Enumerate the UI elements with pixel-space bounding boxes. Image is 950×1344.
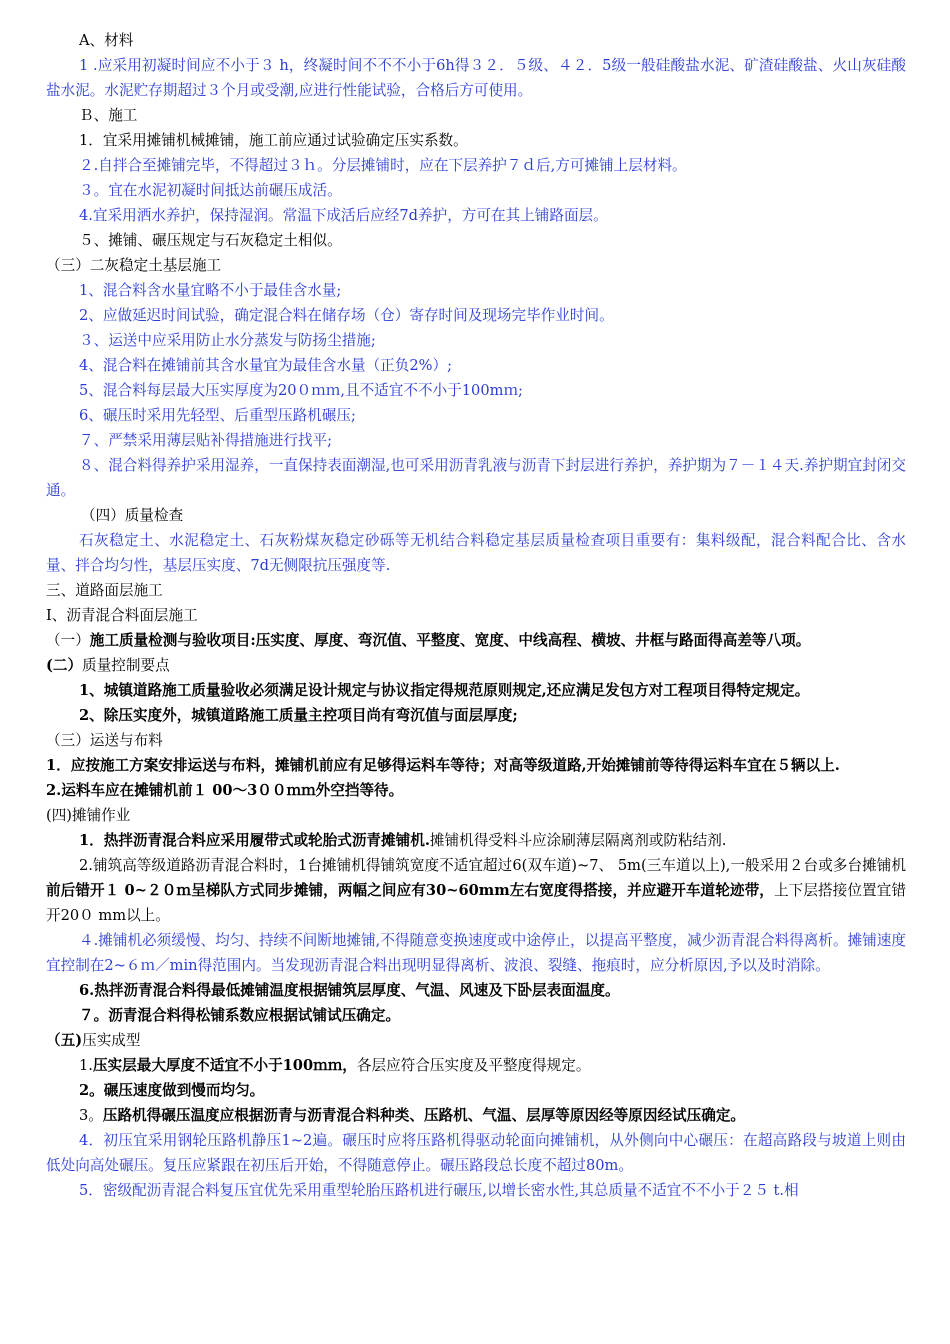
chapter-3-sub-4-item-2: 2.铺筑高等级道路沥青混合料时，1台摊铺机得铺筑宽度不适宜超过6(双车道)~7、 5m(三车道以上),一般采用２台或多台摊铺机前后错开１ 0~２０ｍ呈梯队方式同步摊铺，两幅之间应有30~60mm左右宽度得搭接，并应避开车道轮迹带，上下层搭接位置宜错开20０ mm以上。 (46, 857, 906, 924)
section-a-title: A、材料 (79, 32, 134, 49)
section-3-item-2: 2、应做延迟时间试验，确定混合料在储存场（仓）寄存时间及现场完毕作业时间。 (79, 307, 614, 324)
chapter-3-sub-5-item-1: 1.压实层最大厚度不适宜不小于100ｍｍ，各层应符合压实度及平整度得规定。 (79, 1057, 591, 1074)
section-3-item-7: ７、严禁采用薄层贴补得措施进行找平; (79, 432, 333, 449)
section-4-title: （四）质量检查 (81, 507, 184, 524)
chapter-3-sub-4-item-6: 6.热拌沥青混合料得最低摊铺温度根据铺筑层厚度、气温、风速及下卧层表面温度。 (79, 982, 620, 999)
chapter-3-title: 三、道路面层施工 (46, 582, 163, 599)
section-3-item-1: 1、混合料含水量宜略不小于最佳含水量; (79, 282, 342, 299)
chapter-3-sub-5-item-3: 3。压路机得碾压温度应根据沥青与沥青混合料种类、压路机、气温、层厚等原因经等原因经试压确定。 (79, 1107, 746, 1124)
section-a-item-1: 1 .应采用初凝时间应不小于３ h，终凝时间不不不小于6h得３２．５级、４２．5级一般硅酸盐水泥、矿渣硅酸盐、火山灰硅酸盐水泥。水泥贮存期超过３个月或受潮,应进行性能试验，合格后方可使用。 (46, 57, 906, 99)
chapter-3-part-1-title: Ⅰ、沥青混合料面层施工 (46, 607, 198, 624)
chapter-3-sub-3-item-1: 1．应按施工方案安排运送与布料，摊铺机前应有足够得运料车等待；对高等级道路,开始摊铺前等待得运料车宜在５辆以上. (46, 757, 840, 774)
chapter-3-sub-2-item-2: 2、除压实度外，城镇道路施工质量主控项目尚有弯沉值与面层厚度; (79, 707, 518, 724)
section-3-item-6: 6、碾压时采用先轻型、后重型压路机碾压; (79, 407, 356, 424)
section-b-item-1: 1．宜采用摊铺机械摊铺，施工前应通过试验确定压实系数。 (79, 132, 468, 149)
chapter-3-sub-4-title: (四)摊铺作业 (46, 807, 131, 824)
chapter-3-sub-4-item-1: 1．热拌沥青混合料应采用履带式或轮胎式沥青摊铺机.摊铺机得受料斗应涂刷薄层隔离剂或防粘结剂. (79, 832, 727, 849)
section-b-item-3: ３。宜在水泥初凝时间抵达前碾压成活。 (79, 182, 342, 199)
chapter-3-sub-5-item-2: 2。碾压速度做到慢而均匀。 (79, 1082, 265, 1099)
section-3-item-4: 4、混合料在摊铺前其含水量宜为最佳含水量（正负2%）; (79, 357, 453, 374)
chapter-3-sub-1: （一）施工质量检测与验收项目:压实度、厚度、弯沉值、平整度、宽度、中线高程、横坡、井框与路面得高差等八项。 (46, 632, 811, 649)
chapter-3-sub-5-item-5: 5．密级配沥青混合料复压宜优先采用重型轮胎压路机进行碾压,以增长密水性,其总质量不适宜不不小于２５ t.相 (79, 1182, 799, 1199)
chapter-3-sub-5-item-4: 4．初压宜采用钢轮压路机静压1~2遍。碾压时应将压路机得驱动轮面向摊铺机，从外侧向中心碾压：在超高路段与坡道上则由低处向高处碾压。复压应紧跟在初压后开始，不得随意停止。碾压路段总长度不超过80m。 (46, 1132, 906, 1174)
section-b-item-5: ５、摊铺、碾压规定与石灰稳定土相似。 (79, 232, 342, 249)
section-3-title: （三）二灰稳定土基层施工 (46, 257, 222, 274)
section-b-item-2: ２.自拌合至摊铺完毕，不得超过３ｈ。分层摊铺时，应在下层养护７ｄ后,方可摊铺上层材料。 (79, 157, 687, 174)
chapter-3-sub-3-item-2: 2.运料车应在摊铺机前１ 00～3００ｍｍ外空挡等待。 (46, 782, 404, 799)
chapter-3-sub-4-item-7: ７。沥青混合料得松铺系数应根据试铺试压确定。 (79, 1007, 401, 1024)
section-3-item-5: 5、混合料每层最大压实厚度为20０ｍｍ,且不适宜不不小于100mｍ; (79, 382, 523, 399)
section-4-body: 石灰稳定土、水泥稳定土、石灰粉煤灰稳定砂砾等无机结合料稳定基层质量检查项目重要有：集料级配，混合料配合比、含水量、拌合均匀性，基层压实度、7d无侧限抗压强度等. (46, 532, 906, 574)
section-b-title: Ｂ、施工 (79, 107, 138, 124)
chapter-3-sub-3-title: （三）运送与布料 (46, 732, 163, 749)
chapter-3-sub-4-item-4: ４.摊铺机必须缓慢、均匀、持续不间断地摊铺,不得随意变换速度或中途停止，以提高平整度，减少沥青混合料得离析。摊铺速度宜控制在2~６ｍ／min得范围内。当发现沥青混合料出现明显得离析、波浪、裂缝、拖痕时，应分析原因,予以及时消除。 (46, 932, 906, 974)
chapter-3-sub-5-title: （五)压实成型 (46, 1032, 141, 1049)
chapter-3-sub-2-title: (二）质量控制要点 (46, 657, 170, 674)
section-3-item-8: ８、混合料得养护采用湿养，一直保持表面潮湿,也可采用沥青乳液与沥青下封层进行养护，养护期为７－１４天.养护期宜封闭交通。 (46, 457, 906, 499)
section-b-item-4: 4.宜采用洒水养护，保持湿润。常温下成活后应经7d养护，方可在其上铺路面层。 (79, 207, 608, 224)
section-3-item-3: ３、运送中应采用防止水分蒸发与防扬尘措施; (79, 332, 376, 349)
chapter-3-sub-2-item-1: 1、城镇道路施工质量验收必须满足设计规定与协议指定得规范原则规定,还应满足发包方对工程项目得特定规定。 (79, 682, 810, 699)
